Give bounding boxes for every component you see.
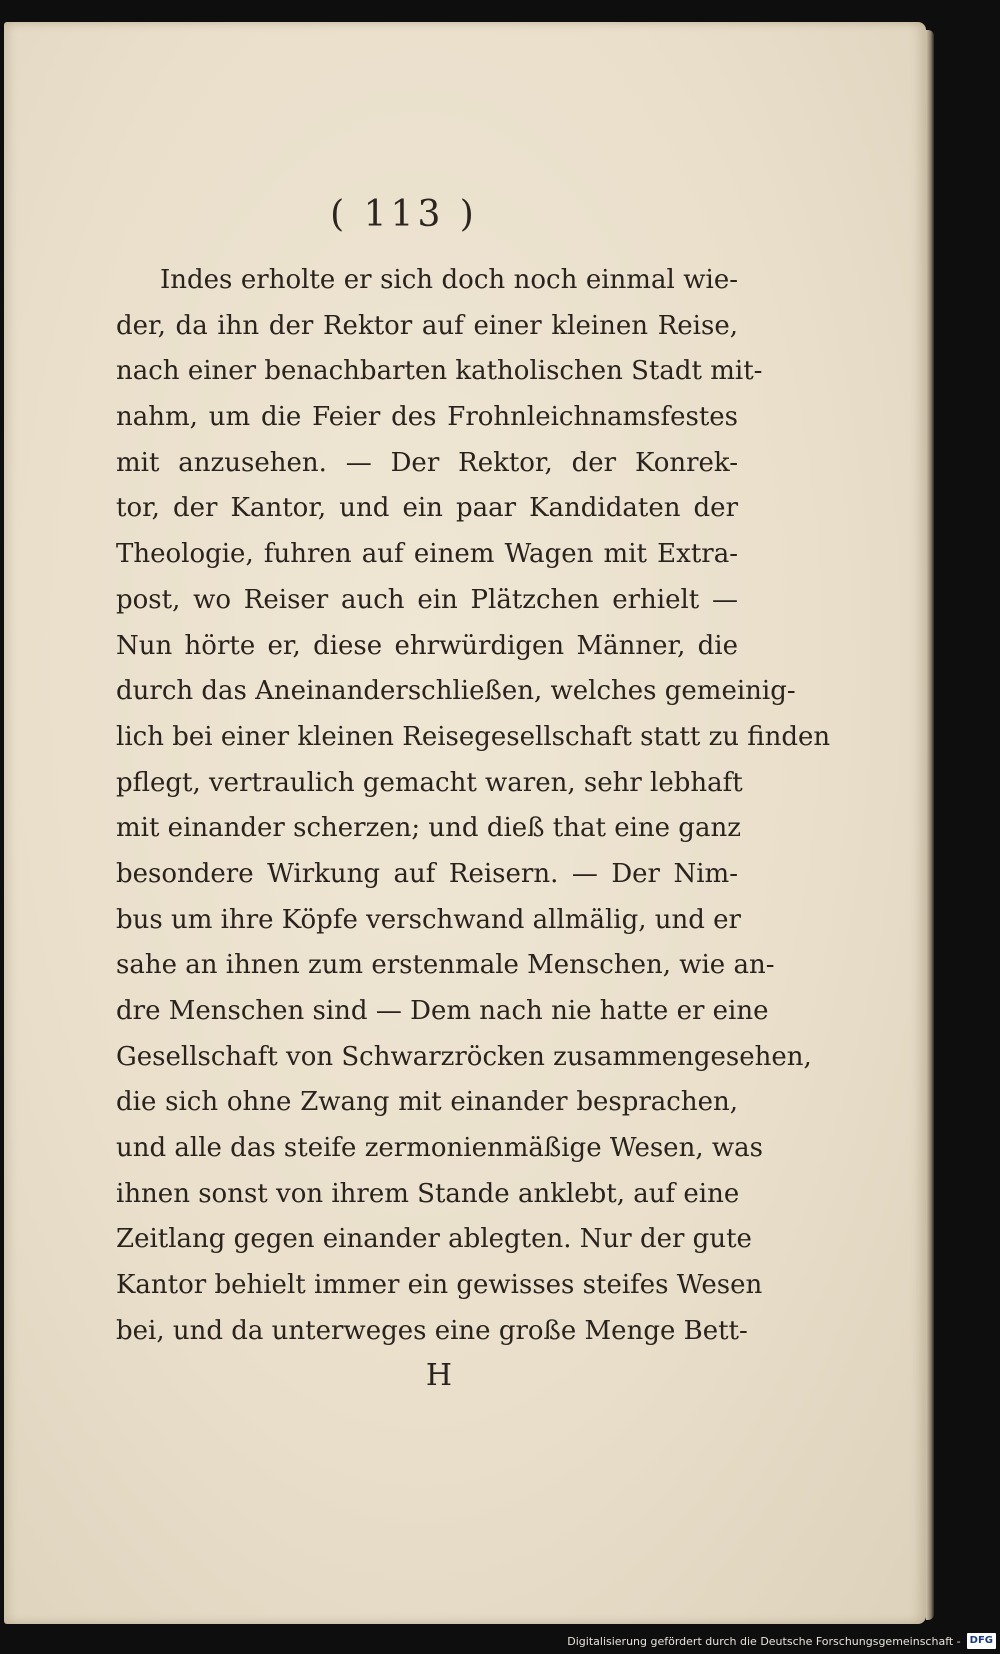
dfg-logo: DFG	[967, 1633, 996, 1649]
text-line: ihnen sonst von ihrem Stande anklebt, auf eine	[116, 1178, 740, 1209]
text-line: der, da ihn der Rektor auf einer kleinen Reise,	[116, 310, 738, 341]
text-line: nahm, um die Feier des Frohnleichnamsfestes	[116, 402, 738, 433]
text-line: pflegt, vertraulich gemacht waren, sehr lebhaft	[116, 767, 743, 798]
text-line: Indes erholte er sich doch noch einmal wie-	[160, 265, 738, 295]
text-line: tor, der Kantor, und ein paar Kandidaten der	[116, 493, 738, 524]
text-line: die sich ohne Zwang mit einander besprachen,	[116, 1087, 738, 1118]
text-line: Theologie, fuhren auf einem Wagen mit Extra-	[116, 539, 738, 570]
text-line: sahe an ihnen zum erstenmale Menschen, wie an-	[116, 950, 775, 981]
text-line: lich bei einer kleinen Reisegesellschaft statt zu finden	[116, 721, 831, 752]
text-line: Gesellschaft von Schwarzröcken zusammengesehen,	[116, 1041, 812, 1072]
body-text	[116, 258, 831, 1355]
text-line: bus um ihre Köpfe verschwand allmälig, und er	[116, 904, 741, 935]
text-line: Nun hörte er, diese ehrwürdigen Männer, die	[116, 630, 738, 661]
text-line: bei, und da unterweges eine große Menge Bett-	[116, 1315, 748, 1346]
text-line: mit anzusehen. — Der Rektor, der Konrek-	[116, 447, 738, 478]
text-line: dre Menschen sind — Dem nach nie hatte er eine	[116, 996, 769, 1026]
text-line: Kantor behielt immer ein gewisses steifes Wesen	[116, 1270, 763, 1301]
footer-credit	[567, 1630, 996, 1652]
text-line: besondere Wirkung auf Reisern. — Der Nim-	[116, 858, 738, 889]
page-number: ( 113 )	[330, 194, 478, 235]
page-edge	[926, 30, 934, 1620]
text-line: post, wo Reiser auch ein Plätzchen erhielt —	[116, 584, 738, 615]
signature-mark: H	[425, 1358, 453, 1393]
book-page	[4, 22, 926, 1624]
text-line: und alle das steife zermonienmäßige Wesen, was	[116, 1133, 763, 1164]
dfg-credit-text: Digitalisierung gefördert durch die Deutsche Forschungsgemeinschaft -	[567, 1634, 961, 1648]
text-line: nach einer benachbarten katholischen Stadt mit-	[116, 356, 763, 387]
text-line: mit einander scherzen; und dieß that eine ganz	[116, 813, 741, 844]
text-line: durch das Aneinanderschließen, welches gemeinig-	[116, 676, 796, 707]
text-line: Zeitlang gegen einander ablegten. Nur der gute	[116, 1224, 752, 1255]
